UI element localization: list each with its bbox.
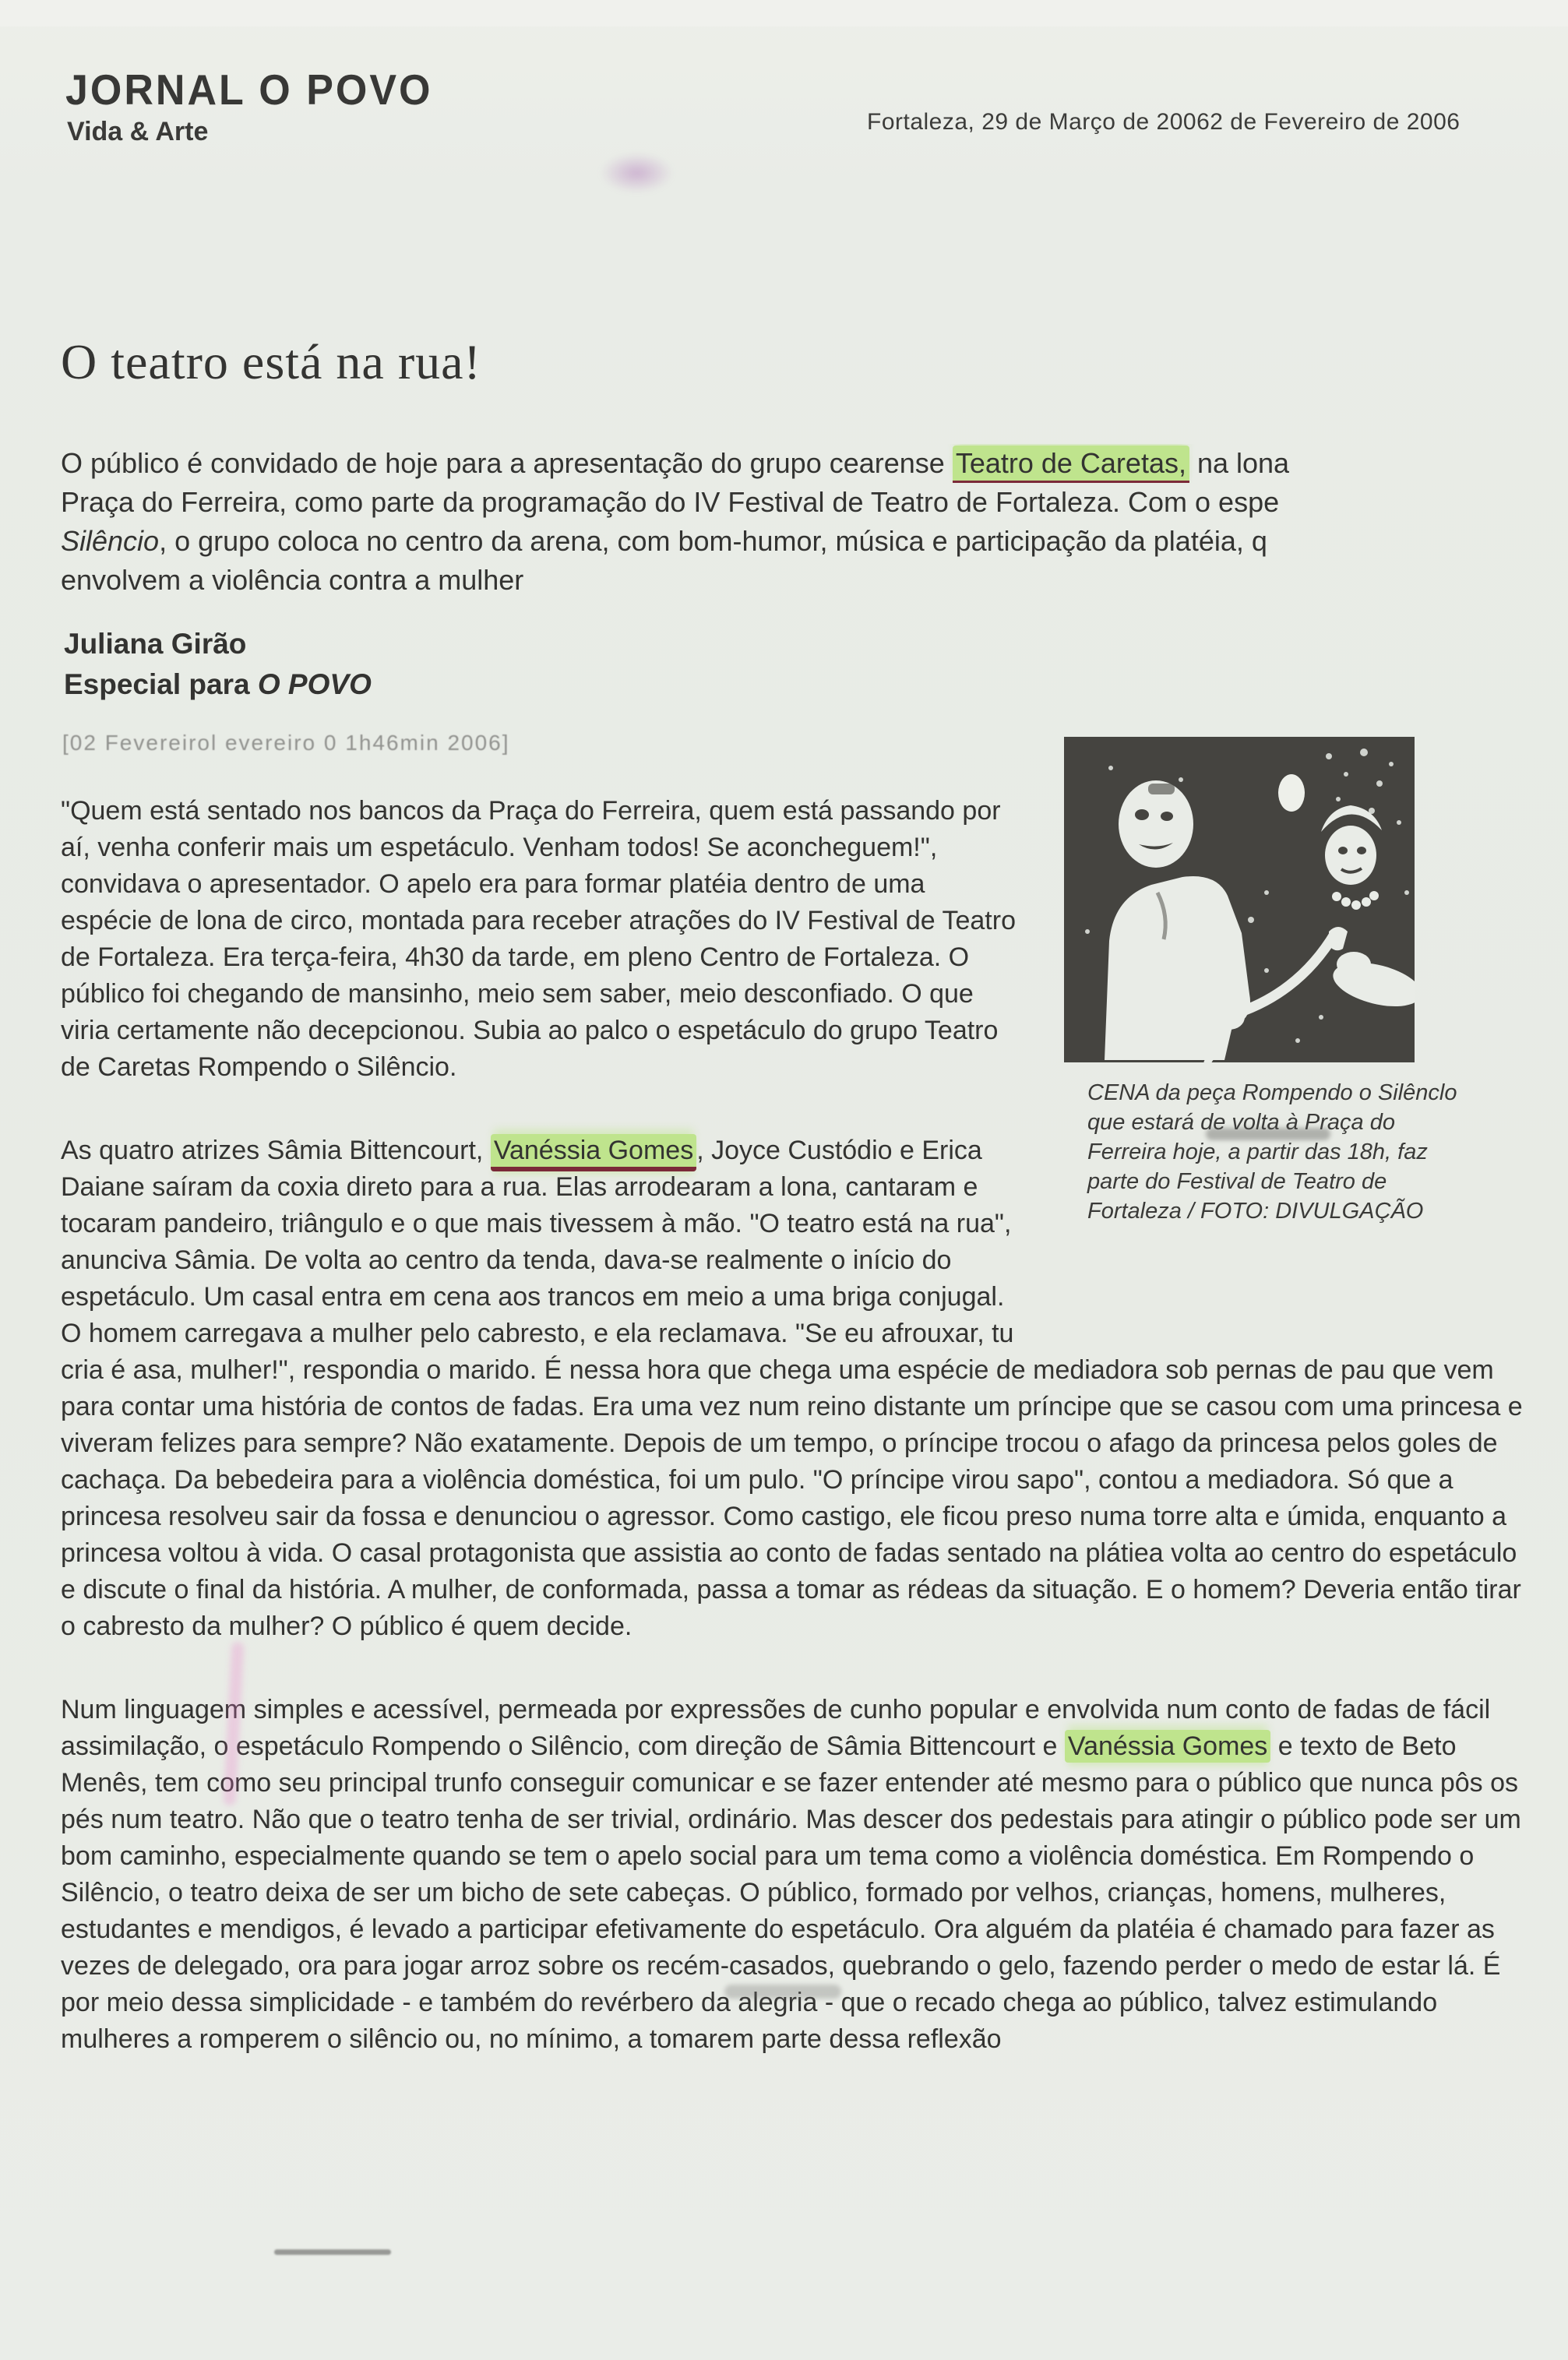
highlighted-text: Vanéssia Gomes (491, 1134, 696, 1171)
purple-marker-smudge (600, 153, 674, 193)
article-paragraph (61, 1692, 1527, 2058)
text-segment: na lona (1189, 447, 1290, 479)
section-label: Vida & Arte (67, 117, 209, 146)
lead-line (61, 561, 1568, 600)
headline: O teatro está na rua! (61, 334, 481, 389)
article-body (61, 793, 1527, 2058)
text-segment: As quatro atrizes Sâmia Bittencourt, (61, 1136, 491, 1165)
highlighted-text: Teatro de Caretas, (953, 446, 1189, 483)
scan-edge (0, 0, 1568, 26)
highlighted-text: Vanéssia Gomes (1065, 1730, 1270, 1763)
text-segment: , o grupo coloca no centro da arena, com bom-humor, música e participação da platéia, q (159, 525, 1267, 557)
text-segment: e texto de Beto Menês, tem como seu principal trunfo conseguir comunicar e se fazer entender até mesmo para o público que nunca pôs os pés num teatro. Não que o teatro tenha de ser trivial, ordinário. Mas descer dos pedestais para atingir o público pode ser um bom caminho, especialmente quando se tem o apelo social para um tema como a violência doméstica. Em Rompendo o Silêncio, o teatro deixa de ser um bicho de sete cabeças. O público, formado por velhos, crianças, homens, mulheres, estudantes e mendigos, é levado a participar efetivamente do espetáculo. Ora alguém da platéia é chamado para fazer as vezes de delegado, ora para jogar arroz sobre os recém-casados, quebrando o gelo, fazendo perder o medo de estar lá. É por meio dessa simplicidade - e também do revérbero da alegria - que o recado chega ao público, talvez estimulando mulheres a romperem o silêncio ou, no mínimo, a tomarem parte dessa reflexão (61, 1731, 1521, 2054)
text-segment: O público é convidado de hoje para a apresentação do grupo cearense (61, 447, 953, 479)
text-segment: Silêncio (61, 525, 160, 557)
article-timestamp: [02 Fevereirol evereiro 0 1h46min 2006] (62, 731, 510, 755)
photo-wrap-spacer (1017, 793, 1527, 1350)
lead-line (61, 444, 1568, 483)
text-segment: "Quem está sentado nos bancos da Praça do Ferreira, quem está passando por aí, venha conferir mais um espetáculo. Venham todos! Se aconcheguem!", convidava o apresentador. O apelo era para formar platéia dentro de uma espécie de lona de circo, montada para receber atrações do IV Festival de Teatro de Fortaleza. Era terça-feira, 4h30 da tarde, em pleno Centro de Fortaleza. O público foi chegando de mansinho, meio sem saber, meio desconfiado. O que viria certamente não decepcionou. Subia ao palco o espetáculo do grupo Teatro de Caretas Rompendo o Silêncio. (61, 796, 1016, 1082)
lead-line (61, 483, 1568, 522)
text-segment: envolvem a violência contra a mulher (61, 564, 524, 596)
text-segment: O POVO (257, 668, 372, 700)
text-segment: Praça do Ferreira, como parte da programação do IV Festival de Teatro de Fortaleza. Com o espe (61, 486, 1280, 518)
text-segment: , Joyce Custódio e Erica Daiane saíram da coxia direto para a rua. Elas arrodearam a lona, cantaram e tocaram pandeiro, triângulo e o que mais tivessem à mão. "O teatro está na rua", anunciva Sâmia. De volta ao centro da tenda, dava-se realmente o início do espetáculo. Um casal entra em cena aos trancos em meio a uma briga conjugal. O homem carregava a mulher pelo cabresto, e ela reclamava. "Se eu afrouxar, tu cria é asa, mulher!", respondia o marido. É nessa hora que chega uma espécie de mediadora sob pernas de pau que vem para contar uma história de contos de fadas. Era uma vez num reino distante um príncipe que se casou com uma princesa e viveram felizes para sempre? Não exatamente. Depois de um tempo, o príncipe trocou o afago da princesa pelos goles de cachaça. Da bebedeira para a violência doméstica, foi um pulo. "O príncipe virou sapo", contou a mediadora. Só que a princesa resolveu sair da fossa e denunciou o agressor. Como castigo, ele ficou preso numa torre alta e úmida, enquanto a princesa voltou à vida. O casal protagonista que assistia ao conto de fadas sentado na plátiea volta ao centro do espetáculo e discute o final da história. A mulher, de conformada, passa a tomar as rédeas da situação. E o homem? Deveria então tirar o cabresto da mulher? O público é quem decide. (61, 1136, 1523, 1641)
newspaper-masthead: JORNAL O POVO (65, 66, 433, 114)
strikethrough-smudge (274, 2249, 391, 2255)
byline-author: Juliana Girão (64, 628, 247, 660)
lead-paragraph (61, 444, 1568, 600)
lead-line (61, 522, 1568, 561)
dateline: Fortaleza, 29 de Março de 20062 de Fevereiro de 2006 (867, 109, 1461, 135)
byline-credit (64, 668, 372, 701)
text-segment: Num linguagem simples e acessível, permeada por expressões de cunho popular e envolvida num conto de fadas de fácil assimilação, o espetáculo Rompendo o Silêncio, com direção de Sâmia Bittencourt e (61, 1695, 1491, 1761)
photo-caption: CENA da peça Rompendo o Silênclo que estará de volta à Praça do Ferreira hoje, a partir das 18h, faz parte do Festival de Teatro de Fortaleza / FOTO: DIVULGAÇÃO (1087, 1080, 1457, 1224)
text-segment: Especial para (64, 668, 258, 700)
